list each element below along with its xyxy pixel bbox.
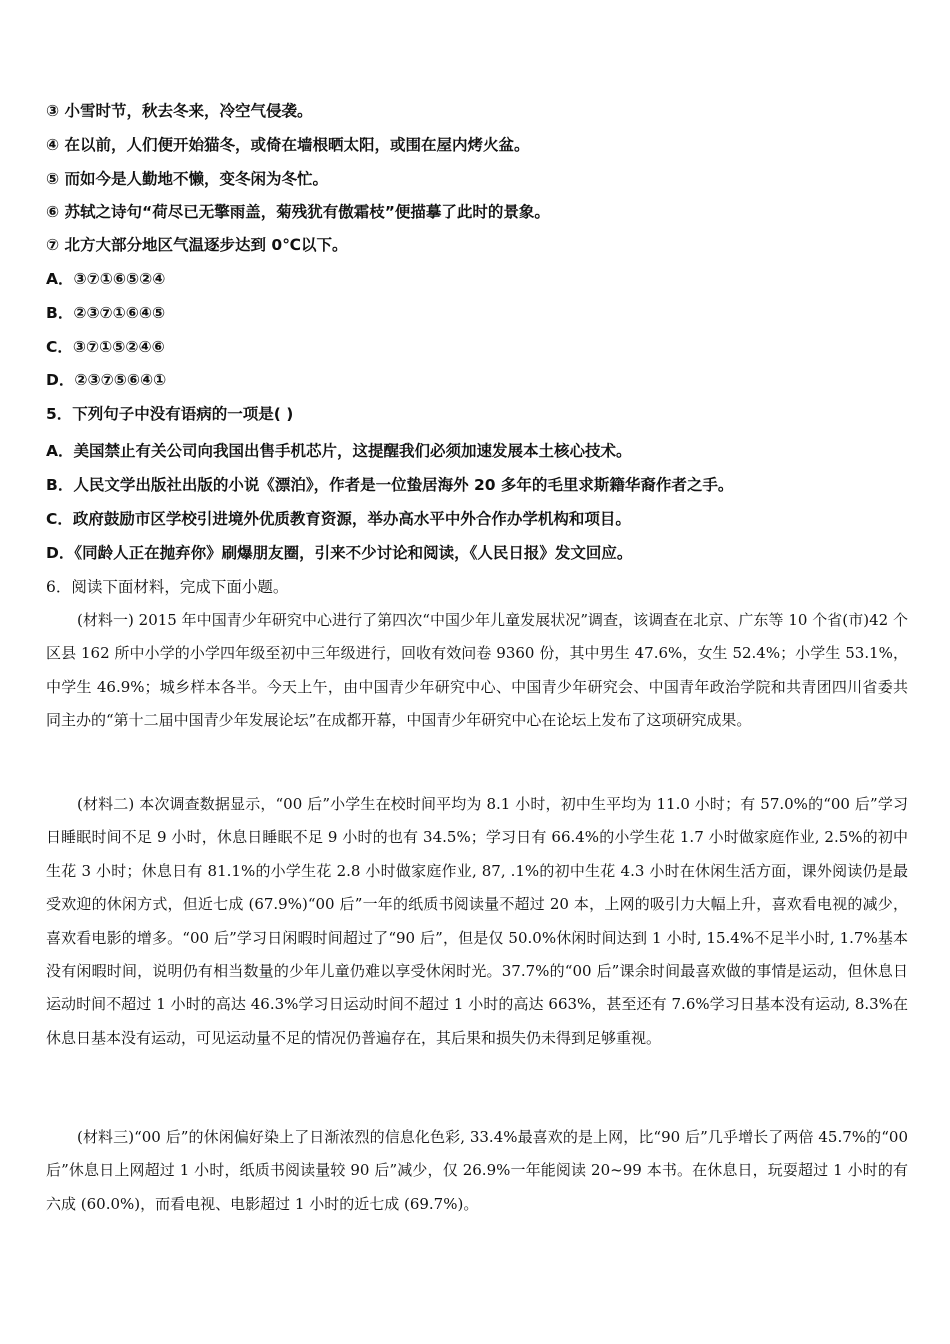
q4-option-a: A．③⑦①⑥⑤②④ bbox=[46, 270, 166, 288]
q4-option-b: B．②③⑦①⑥④⑤ bbox=[46, 304, 166, 322]
q6-stem: 6．阅读下面材料，完成下面小题。 bbox=[46, 578, 289, 596]
sentence-6: ⑥ 苏轼之诗句“荷尽已无擎雨盖，菊残犹有傲霜枝”便描摹了此时的景象。 bbox=[46, 203, 550, 221]
q4-option-c: C．③⑦①⑤②④⑥ bbox=[46, 338, 165, 356]
q5-option-c: C．政府鼓励市区学校引进境外优质教育资源，举办高水平中外合作办学机构和项目。 bbox=[46, 510, 631, 528]
sentence-3: ③ 小雪时节，秋去冬来，冷空气侵袭。 bbox=[46, 102, 313, 120]
sentence-4: ④ 在以前，人们便开始猫冬，或倚在墙根晒太阳，或围在屋内烤火盆。 bbox=[46, 136, 530, 154]
sentence-5: ⑤ 而如今是人勤地不懒，变冬闲为冬忙。 bbox=[46, 170, 329, 188]
q5-option-a: A．美国禁止有关公司向我国出售手机芯片，这提醒我们必须加速发展本土核心技术。 bbox=[46, 442, 632, 460]
q5-option-d: D．《同龄人正在抛弃你》刷爆朋友圈，引来不少讨论和阅读，《人民日报》发文回应。 bbox=[46, 544, 633, 562]
q5-stem: 5．下列句子中没有语病的一项是( ) bbox=[46, 405, 294, 423]
sentence-7: ⑦ 北方大部分地区气温逐步达到 0℃以下。 bbox=[46, 236, 348, 254]
q4-option-d: D．②③⑦⑤⑥④① bbox=[46, 371, 167, 389]
material-2: (材料二) 本次调查数据显示，“00 后”小学生在校时间平均为 8.1 小时，初中生平均为 11.0 小时；有 57.0%的“00 后”学习日睡眠时间不足 9 小时，休息日睡眠不足 9 小时的也有 34.5%；学习日有 66.4%的小学生花 1.7 小时做家庭作业, 2.5%的初中生花 3 小时；休息日有 81.1%的小学生花 2.8 小时做家庭作业, 87, .1%的初中生花 4.3 小时在休闲生活方面，课外阅读仍是最受欢迎的休闲方式，但近七成 (67.9%)“00 后”一年的纸质书阅读量不超过 20 本，上网的吸引力大幅上升，喜欢看电视的减少，喜欢看电影的增多。“00 后”学习日闲暇时间超过了“90 后”，但是仅 50.0%休闲时间达到 1 小时, 15.4%不足半小时, 1.7%基本没有闲暇时间，说明仍有相当数量的少年儿童仍难以享受休闲时光。37.7%的“00 后”课余时间最喜欢做的事情是运动，但休息日运动时间不超过 1 小时的高达 46.3%学习日运动时间不超过 1 小时的高达 663%，甚至还有 7.6%学习日基本没有运动, 8.3%在休息日基本没有运动，可见运动量不足的情况仍普遍存在，其后果和损失仍未得到足够重视。 bbox=[46, 795, 908, 1047]
material-3: (材料三)“00 后”的休闲偏好染上了日渐浓烈的信息化色彩, 33.4%最喜欢的是上网，比“90 后”几乎增长了两倍 45.7%的“00 后”休息日上网超过 1 小时，纸质书阅读量较 90 后”减少，仅 26.9%一年能阅读 20~99 本书。在休息日，玩耍超过 1 小时的有六成 (60.0%)，而看电视、电影超过 1 小时的近七成 (69.7%)。 bbox=[46, 1128, 908, 1213]
q5-option-b: B．人民文学出版社出版的小说《漂泊》，作者是一位蛰居海外 20 多年的毛里求斯籍华裔作者之手。 bbox=[46, 476, 734, 494]
material-1: (材料一) 2015 年中国青少年研究中心进行了第四次“中国少年儿童发展状况”调查，该调查在北京、广东等 10 个省(市)42 个区县 162 所中小学的小学四年级至初中三年级进行，回收有效问卷 9360 份，其中男生 47.6%，女生 52.4%；小学生 53.1%，中学生 46.9%；城乡样本各半。今天上午，由中国青少年研究中心、中国青少年研究会、中国青年政治学院和共青团四川省委共同主办的“第十二届中国青少年发展论坛”在成都开幕，中国青少年研究中心在论坛上发布了这项研究成果。 bbox=[46, 611, 908, 730]
